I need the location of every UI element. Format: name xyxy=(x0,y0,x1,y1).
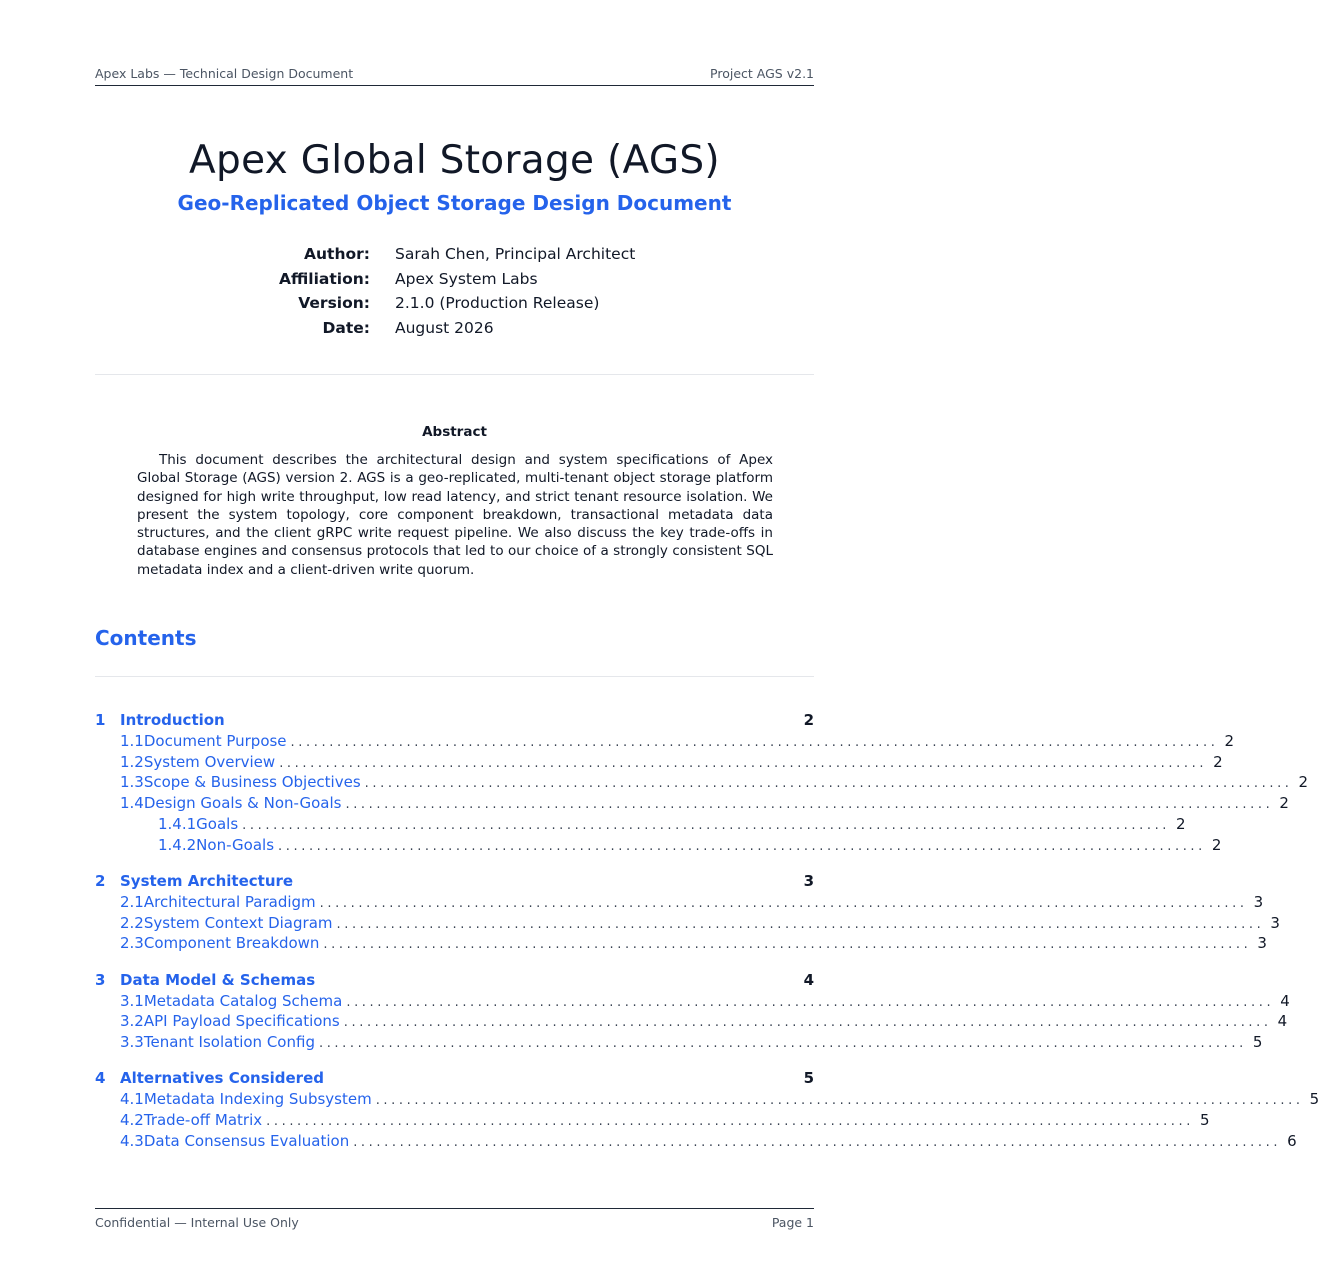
toc-entry-title[interactable]: Architectural Paradigm xyxy=(143,892,316,911)
toc-entry-number: 3.1 xyxy=(120,991,144,1010)
toc-entry[interactable] xyxy=(95,814,1186,835)
toc-entry-title[interactable]: Trade-off Matrix xyxy=(143,1111,263,1130)
toc-entry-number: 1.2 xyxy=(120,752,144,771)
toc-entry-number: 2.2 xyxy=(120,913,144,932)
toc-entry-title[interactable]: Metadata Catalog Schema xyxy=(143,991,343,1010)
document-page xyxy=(95,0,1319,1287)
title-divider xyxy=(95,374,814,375)
toc-page-number: 5 xyxy=(1200,1111,1210,1130)
toc-page-number: 2 xyxy=(1213,752,1223,771)
toc-section-entry[interactable] xyxy=(95,1068,814,1089)
toc-page-number: 3 xyxy=(1270,913,1280,932)
meta-row-version xyxy=(95,291,814,316)
toc-entry-title[interactable]: Alternatives Considered xyxy=(120,1069,324,1088)
toc-page-number: 2 xyxy=(803,711,814,729)
toc-section-entry[interactable] xyxy=(95,970,814,991)
toc-entry-number: 4 xyxy=(95,1069,106,1088)
document-title: Apex Global Storage (AGS) xyxy=(189,138,720,183)
meta-key: Affiliation: xyxy=(279,269,370,288)
toc-entry-number: 1.1 xyxy=(120,731,144,750)
toc-entry-title[interactable]: Data Model & Schemas xyxy=(120,970,316,989)
toc-section-entry[interactable] xyxy=(95,871,814,892)
toc-dot-leader: ........................................................................................................................ xyxy=(319,895,1248,911)
toc-page-number: 2 xyxy=(1176,814,1186,833)
meta-row-date xyxy=(95,316,814,341)
toc-entry[interactable] xyxy=(95,991,1290,1012)
contents-divider xyxy=(95,676,814,677)
toc-entry-number: 4.1 xyxy=(120,1090,144,1109)
toc-entry-number: 1.4 xyxy=(120,794,144,813)
toc-entry-title[interactable]: Introduction xyxy=(120,711,225,729)
toc-page-number: 2 xyxy=(1211,835,1222,854)
toc-entry[interactable] xyxy=(95,731,1234,752)
toc-entry-number: 2.3 xyxy=(120,934,144,953)
toc-page-number: 3 xyxy=(1257,934,1267,953)
toc-page-number: 4 xyxy=(1280,991,1290,1010)
toc-entry[interactable] xyxy=(95,1110,1210,1131)
toc-dot-leader: ........................................................................................................................ xyxy=(279,755,1208,771)
meta-value: Apex System Labs xyxy=(395,269,538,288)
toc-dot-leader: ........................................................................................................................ xyxy=(375,1093,1304,1109)
metadata-block xyxy=(95,242,814,340)
toc-dot-leader: ........................................................................................................................ xyxy=(278,838,1206,854)
toc-entry-title[interactable]: Tenant Isolation Config xyxy=(143,1033,315,1052)
toc-page-number: 5 xyxy=(1309,1090,1319,1109)
running-footer xyxy=(95,1208,814,1230)
meta-key: Date: xyxy=(322,318,370,337)
toc-dot-leader: ........................................................................................................................ xyxy=(345,797,1274,813)
page-number: Page 1 xyxy=(771,1215,814,1230)
footer-left-text: Confidential — Internal Use Only xyxy=(95,1215,299,1230)
toc-entry-title[interactable]: Component Breakdown xyxy=(143,934,320,953)
toc-entry[interactable] xyxy=(95,1131,1297,1152)
toc-dot-leader: ........................................................................................................................ xyxy=(336,916,1265,932)
toc-entry-title[interactable]: System Architecture xyxy=(120,872,294,891)
meta-value: August 2026 xyxy=(395,318,494,337)
meta-row-author xyxy=(95,242,814,267)
toc-page-number: 3 xyxy=(1253,892,1264,911)
toc-page-number: 2 xyxy=(1298,773,1309,792)
toc-section-entry[interactable] xyxy=(95,710,814,731)
toc-dot-leader: ........................................................................................................................ xyxy=(290,734,1219,750)
toc-entry-title[interactable]: System Overview xyxy=(143,752,276,771)
meta-value: Sarah Chen, Principal Architect xyxy=(395,245,636,263)
toc-entry[interactable] xyxy=(95,835,1222,856)
toc-dot-leader: ........................................................................................................................ xyxy=(242,817,1171,833)
toc-entry-title[interactable]: Non-Goals xyxy=(196,835,275,854)
toc-entry[interactable] xyxy=(95,1032,1263,1053)
meta-key: Version: xyxy=(298,294,370,312)
toc-page-number: 5 xyxy=(1252,1033,1263,1052)
contents-heading: Contents xyxy=(95,626,197,650)
abstract-text: This document describes the architectural design and system specifications of Apex Global Storage (AGS) version 2. AGS is a geo-replicated, multi-tenant object storage platform designed for high write throughput, low read latency, and strict tenant resource isolation. We present the system topology, core component breakdown, transactional metadata data structures, and the client gRPC write request pipeline. We also discuss the key trade-offs in database engines and consensus protocols that led to our choice of a strongly consistent SQL metadata index and a client-driven write quorum. xyxy=(137,452,773,578)
toc-entry-title[interactable]: Metadata Indexing Subsystem xyxy=(143,1090,372,1109)
toc-entry-number: 1 xyxy=(95,711,106,729)
toc-entry-title[interactable]: Design Goals & Non-Goals xyxy=(143,794,342,813)
meta-value: 2.1.0 (Production Release) xyxy=(395,294,600,312)
abstract-heading: Abstract xyxy=(422,424,487,440)
toc-entry-number: 4.3 xyxy=(120,1131,144,1150)
toc-entry[interactable] xyxy=(95,913,1280,934)
toc-dot-leader: ........................................................................................................................ xyxy=(318,1036,1247,1052)
toc-entry-number: 1.4.2 xyxy=(158,835,197,854)
toc-page-number: 2 xyxy=(1279,794,1289,813)
toc-dot-leader: ........................................................................................................................ xyxy=(353,1134,1282,1150)
toc-entry[interactable] xyxy=(95,1011,1288,1032)
toc-entry-title[interactable]: Document Purpose xyxy=(143,731,287,750)
toc-entry-number: 4.2 xyxy=(120,1111,144,1130)
toc-entry-number: 1.3 xyxy=(120,773,144,792)
running-header xyxy=(95,66,814,86)
toc-entry-title[interactable]: Scope & Business Objectives xyxy=(143,773,361,792)
toc-page-number: 4 xyxy=(803,970,814,989)
toc-entry-title[interactable]: Goals xyxy=(196,814,239,833)
header-right-text: Project AGS v2.1 xyxy=(710,66,814,81)
header-left-text: Apex Labs — Technical Design Document xyxy=(95,66,354,81)
table-of-contents xyxy=(95,710,1319,1152)
toc-page-number: 2 xyxy=(1224,731,1234,750)
toc-entry-title[interactable]: Data Consensus Evaluation xyxy=(143,1131,350,1150)
toc-entry-number: 3.2 xyxy=(120,1012,144,1031)
toc-entry-number: 3.3 xyxy=(120,1033,144,1052)
toc-entry[interactable] xyxy=(95,752,1223,773)
toc-entry-number: 2 xyxy=(95,872,106,891)
toc-entry[interactable] xyxy=(95,793,1289,814)
toc-dot-leader: ........................................................................................................................ xyxy=(346,994,1275,1010)
toc-entry[interactable] xyxy=(95,892,1264,913)
toc-entry[interactable] xyxy=(95,1089,1319,1110)
toc-dot-leader: ........................................................................................................................ xyxy=(323,937,1252,953)
toc-entry-title[interactable]: System Context Diagram xyxy=(143,913,333,932)
toc-page-number: 3 xyxy=(803,872,814,891)
toc-entry-number: 1.4.1 xyxy=(158,814,197,833)
document-subtitle: Geo-Replicated Object Storage Design Document xyxy=(177,191,732,215)
toc-entry-number: 3 xyxy=(95,970,106,989)
toc-entry[interactable] xyxy=(95,772,1309,793)
toc-page-number: 5 xyxy=(803,1069,814,1088)
toc-dot-leader: ........................................................................................................................ xyxy=(266,1114,1195,1130)
toc-page-number: 4 xyxy=(1277,1012,1288,1031)
toc-dot-leader: ........................................................................................................................ xyxy=(364,776,1293,792)
meta-key: Author: xyxy=(304,245,370,263)
toc-entry-number: 2.1 xyxy=(120,892,144,911)
toc-dot-leader: ........................................................................................................................ xyxy=(343,1015,1272,1031)
meta-row-affiliation xyxy=(95,267,814,292)
toc-page-number: 6 xyxy=(1287,1131,1297,1150)
toc-entry-title[interactable]: API Payload Specifications xyxy=(143,1012,340,1031)
toc-entry[interactable] xyxy=(95,933,1267,954)
